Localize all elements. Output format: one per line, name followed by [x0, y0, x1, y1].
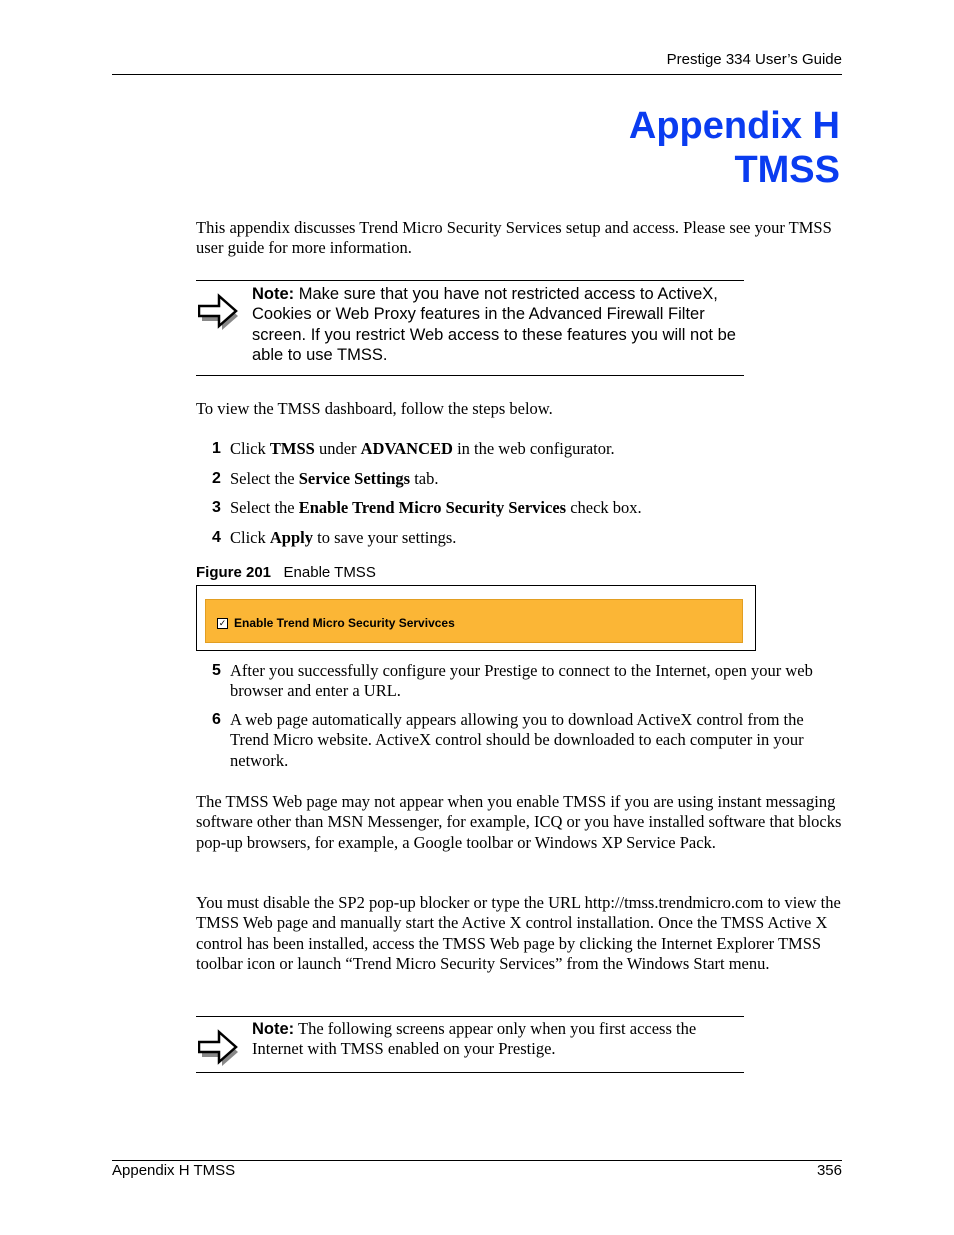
step-text: A web page automatically appears allowing you to download ActiveX control from the Trend Micro website. ActiveX control should be downloaded to each computer in your network. — [230, 710, 804, 770]
step-text-part: to save your settings. — [312, 528, 457, 547]
note-text — [252, 1019, 738, 1060]
service-settings-bar — [205, 599, 743, 643]
step-text-part: check box. — [566, 498, 642, 517]
note-body: Make sure that you have not restricted access to ActiveX, Cookies or Web Proxy features in the Advanced Firewall Filter screen. If you restrict Web access to these features you will not be able to use TMSS. — [252, 285, 736, 364]
step-text-part: under — [314, 439, 361, 458]
step-number: 6 — [212, 711, 221, 728]
step-term-bold: ADVANCED — [360, 439, 453, 458]
appendix-title-line2: TMSS — [734, 149, 840, 191]
note-label: Note: — [252, 285, 295, 303]
figure-caption — [196, 564, 376, 581]
figure-enable-tmss — [196, 585, 756, 651]
note-body: The following screens appear only when you first access the Internet with TMSS enabled on your Prestige. — [252, 1019, 697, 1059]
step-term-bold: Enable Trend Micro Security Services — [298, 498, 567, 517]
step-number: 4 — [212, 529, 221, 546]
step-text-part: Select the — [230, 498, 299, 517]
step-number: 3 — [212, 499, 221, 516]
page-number: 356 — [816, 1162, 842, 1179]
enable-tmss-checkbox[interactable]: ✓ — [218, 618, 227, 628]
intro-paragraph: This appendix discusses Trend Micro Security Services setup and access. Please see your TMSS user guide for more information. — [196, 218, 832, 258]
note-arrow-icon — [198, 1025, 242, 1067]
note-text — [252, 284, 738, 365]
figure-title: Enable TMSS — [283, 564, 376, 581]
step-text — [230, 439, 842, 459]
step-term-bold: Apply — [269, 528, 313, 547]
step-number: 1 — [212, 440, 221, 457]
header-rule — [112, 74, 842, 75]
step-text-part: Click — [230, 528, 270, 547]
figure-number: Figure 201 — [196, 564, 272, 581]
paragraph: You must disable the SP2 pop-up blocker or type the URL http://tmss.trendmicro.com to view the TMSS Web page and manually start the Active X control installation. Once the TMSS Active X control has been installed, access the TMSS Web page by clicking the Internet Explorer TMSS toolbar icon or launch “Trend Micro Security Services” from the Windows Start menu. — [196, 893, 841, 973]
step-text-part: Click — [230, 439, 270, 458]
step-text — [230, 469, 842, 489]
note-arrow-icon — [198, 289, 242, 331]
step-text: After you successfully configure your Prestige to connect to the Internet, open your web browser and enter a URL. — [230, 661, 813, 701]
step-text — [230, 528, 842, 548]
step-text — [230, 498, 842, 518]
step-text-part: in the web configurator. — [452, 439, 615, 458]
footer-section: Appendix H TMSS — [112, 1162, 236, 1179]
step-number: 5 — [212, 662, 221, 679]
step-text-part: tab. — [410, 469, 439, 488]
step-term-bold: Service Settings — [298, 469, 411, 488]
step-term-bold: TMSS — [269, 439, 315, 458]
appendix-title — [629, 104, 840, 192]
note-box — [196, 280, 744, 376]
step-number: 2 — [212, 470, 221, 487]
running-header: Prestige 334 User’s Guide — [666, 51, 842, 68]
steps-intro: To view the TMSS dashboard, follow the steps below. — [196, 399, 553, 418]
footer-rule — [112, 1160, 842, 1161]
enable-tmss-label: Enable Trend Micro Security Servivces — [234, 616, 455, 630]
appendix-title-line1: Appendix H — [628, 105, 840, 147]
paragraph: The TMSS Web page may not appear when you enable TMSS if you are using instant messaging software other than MSN Messenger, for example, ICQ or you have installed software that blocks pop-up browsers, for example, a Google toolbar or Windows XP Service Pack. — [196, 792, 842, 852]
note-label: Note: — [252, 1020, 295, 1038]
note-box — [196, 1016, 744, 1073]
step-text-part: Select the — [230, 469, 299, 488]
